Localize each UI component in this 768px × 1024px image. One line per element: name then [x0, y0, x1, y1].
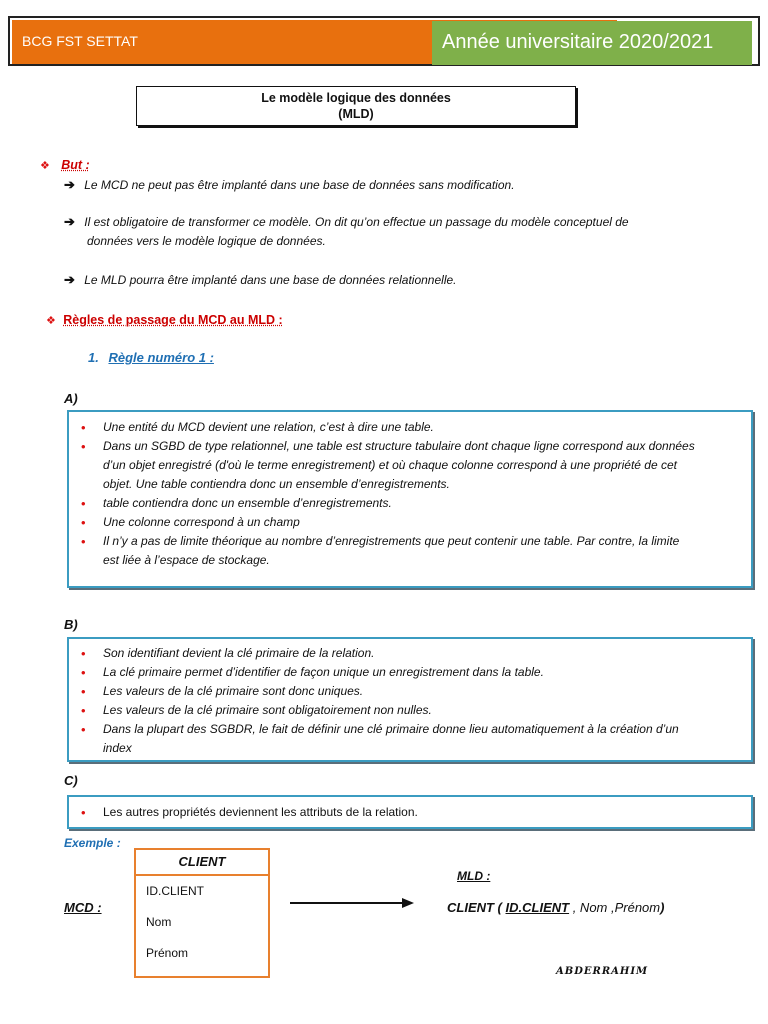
title-line-2: (MLD): [338, 107, 374, 121]
section-a-box: [67, 410, 753, 588]
entity-name: CLIENT: [136, 850, 268, 876]
list-item: [69, 532, 751, 570]
but-item-2-cont: données vers le modèle logique de données.: [87, 234, 326, 248]
rule-1-number: 1.: [88, 350, 99, 365]
but-item-3: [64, 271, 457, 289]
arrow-right-icon: ➔: [64, 214, 75, 229]
author-signature: ABDERRAHIM: [556, 966, 649, 977]
list-line: Dans la plupart des SGBDR, le fait de définir une clé primaire donne lieu automatiquement à la création d’un: [103, 722, 679, 736]
list-item: • table contiendra donc un ensemble d’enregistrements.: [69, 494, 751, 513]
list-line: est liée à l’espace de stockage.: [103, 553, 270, 567]
list-line: Il n’y a pas de limite théorique au nombre d’enregistrements que peut contenir une table. Par contre, la limite: [103, 534, 680, 548]
regles-label: Règles de passage du MCD au MLD :: [63, 313, 283, 327]
section-b-box: [67, 637, 753, 762]
section-b-letter: B): [64, 617, 78, 632]
diamond-bullet-icon: ❖: [40, 160, 50, 172]
but-item-2: [64, 213, 629, 231]
list-item: • Une entité du MCD devient une relation, c’est à dire une table.: [69, 418, 751, 437]
mld-label: MLD :: [457, 869, 491, 883]
mld-primary-key: ID.CLIENT: [505, 900, 570, 915]
list-line: d’un objet enregistré (d'où le terme enregistrement) et où chaque colonne correspond à une propriété de cet: [103, 458, 677, 472]
list-item: • Son identifiant devient la clé primaire de la relation.: [69, 644, 751, 663]
section-c-letter: C): [64, 773, 78, 788]
institution-label: BCG FST SETTAT: [22, 33, 138, 49]
list-line: index: [103, 741, 132, 755]
title-line-1: Le modèle logique des données: [261, 91, 451, 105]
entity-attribute: ID.CLIENT: [146, 884, 205, 898]
mld-relation-name: CLIENT (: [447, 900, 502, 915]
mld-formula: [447, 900, 664, 915]
but-label: But :: [61, 158, 90, 172]
entity-attribute: Nom: [146, 915, 172, 929]
exemple-label: Exemple :: [64, 836, 121, 850]
rule-1-heading: [88, 350, 214, 365]
but-text: Il est obligatoire de transformer ce modèle. On dit qu’on effectue un passage du modèle conceptuel de: [84, 215, 629, 229]
list-item: • Les valeurs de la clé primaire sont donc uniques.: [69, 682, 751, 701]
but-heading: [40, 156, 90, 175]
rule-1-label: Règle numéro 1 :: [108, 350, 214, 365]
diamond-bullet-icon: ❖: [46, 315, 56, 327]
mld-close-paren: ): [660, 900, 665, 915]
section-a-letter: A): [64, 391, 78, 406]
regles-heading: [46, 311, 283, 330]
list-item: • La clé primaire permet d’identifier de façon unique un enregistrement dans la table.: [69, 663, 751, 682]
list-item: • Une colonne correspond à un champ: [69, 513, 751, 532]
list-item: [69, 437, 751, 494]
but-text: Le MLD pourra être implanté dans une base de données relationnelle.: [84, 273, 457, 287]
but-text: Le MCD ne peut pas être implanté dans une base de données sans modification.: [84, 178, 515, 192]
arrow-right-icon: ➔: [64, 177, 75, 192]
arrow-right-icon: ➔: [64, 272, 75, 287]
entity-attribute: Prénom: [146, 946, 189, 960]
page-title: [136, 86, 576, 126]
mld-attributes: , Nom ,Prénom: [572, 900, 661, 915]
section-c-box: [67, 795, 753, 829]
list-line: Dans un SGBD de type relationnel, une table est structure tabulaire dont chaque ligne correspond aux données: [103, 439, 695, 453]
list-item: • Les valeurs de la clé primaire sont obligatoirement non nulles.: [69, 701, 751, 720]
academic-year-label: Année universitaire 2020/2021: [442, 31, 714, 53]
mcd-label: MCD :: [64, 900, 102, 915]
client-entity-box: [134, 848, 270, 978]
but-item-1: [64, 176, 515, 194]
list-item: • Les autres propriétés deviennent les attributs de la relation.: [69, 803, 751, 822]
list-line: objet. Une table contiendra donc un ensemble d’enregistrements.: [103, 477, 450, 491]
transform-arrow-icon: [288, 896, 418, 910]
list-item: [69, 720, 751, 758]
